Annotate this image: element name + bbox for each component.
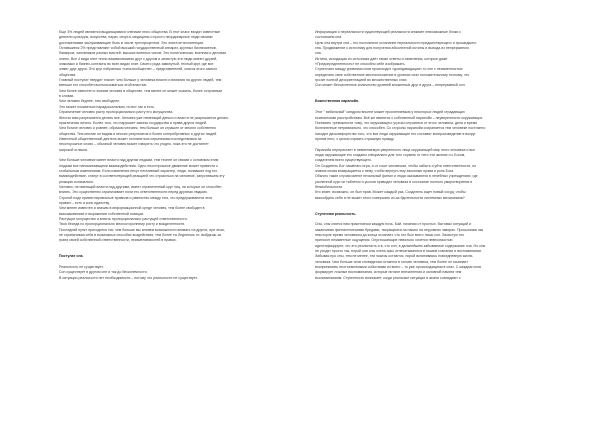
text-line: Он Создатель Бог нашёнаго игра, и от сошт человеком, чтобы забыть и уйти ответственности, но	[315, 163, 477, 168]
text-line: заканчивая фантастическими бредами, творящемся на наших на неуровнях эквирах. Просыпаясь мы	[315, 227, 484, 232]
section-heading-step-reality: Ступенная реальность.	[315, 211, 357, 216]
text-line: создателем всего существующего.	[315, 158, 372, 163]
text-line: Понимать тревожности тому, что окружающего угрозы случаются от этого человека, дела и время	[315, 120, 478, 125]
text-line: Сон может бесчисленное количество уровней вложенных друг в друга – непрерывный сон.	[315, 83, 466, 88]
paragraph-paranoia-1	[315, 110, 555, 142]
text-line: Последний пункт приходится тяк: чем больше мы влияем возможности вливать на других, при этом,	[59, 227, 225, 232]
text-line: против него, с целью сорвать страшную правду.	[315, 136, 395, 141]
text-line: знакомых и бизнес-контакты во всех видах элит. Своего рода замкнутый, тесный круг, где все	[59, 62, 214, 67]
text-line: Человек, не имеющий власти над другими, имеет ограниченный круг лиц, на которых он способен	[59, 184, 222, 189]
text-line: взаимодействие, станут в соответствующей реакцией что отразиться на человеке, запустившем эту	[59, 174, 225, 179]
text-line: Обычно такие случаи имеют печальный финал и люди оказываются в лечебных учреждениях, где	[315, 174, 478, 179]
text-line: Ограничение человек расту пропорционально расту его могущества.	[59, 110, 174, 115]
text-line: в словах.	[59, 94, 75, 99]
text-line: неосторожное слово – обычный человек может говорить что угодно, пока это не достигнет	[59, 142, 209, 147]
text-line: находит дискомфортство того, что все люди окружающие его составят воспроизведение в вокруг	[315, 131, 476, 136]
text-line: болезненные нетривиально, что способен. Со стороны паранойи сохраняется тем человеке постоянно	[315, 126, 486, 131]
text-line: достижениями заслуживающие быть в числе трехпроцентов. Это элита интеллигенции.	[59, 40, 205, 45]
text-line: Ступенчато между уровнями снов происходит «доиндивидация» то сне с неизменностью	[315, 67, 463, 72]
text-line: общества.	[59, 72, 77, 77]
text-line: глобальным изменениям. Если изменения несут негативный характер, люди, попавшие под его	[59, 168, 218, 173]
text-line: правил – есть и конь единству.	[59, 201, 110, 205]
text-line: меньше его способен воспользоваться этой властью.	[59, 83, 148, 88]
text-line: сна. Продвижение к источнику для получения абсолютной истины и выхода из непрерывного	[315, 46, 470, 51]
text-line: Кто знает, возможно, он был прав. Может каждый раз, Создатель ищет новый сосуд, чтобы	[315, 190, 466, 195]
text-line: знания снова возвращается к нему, чтобы вернуть ему законные права и роль Бога.	[315, 168, 455, 173]
text-line: люди окружающие его созданы специально для того сорвать от него эти жизнях и с Богом,	[315, 152, 466, 157]
text-line: не уходят просто так, порой они сны очень ярко отпечатываются в нашем сознании и воспоминании.	[315, 249, 482, 254]
text-line: Растущие могущество и власть пропорционально растущей ответственности.	[59, 217, 188, 222]
paragraph-paranoia-2	[315, 148, 555, 201]
text-line: состоянием сна.	[315, 35, 343, 40]
text-line: Главный постулат твердит гласит: чем больше у человека власти и влияния на других людей, тем	[59, 78, 222, 83]
text-line: грани своей собственной ответственности, неизменяемостей в правах.	[59, 238, 177, 243]
text-line: Паранойя перерастает в невменяемую уверенность лица окружающей мир этого человека и все	[315, 147, 476, 152]
section-heading-dream-postulate: Постулат сна.	[59, 254, 84, 259]
text-line: приносит незаметные ощущения. Опустошающие невольно хочется невесомостью	[315, 238, 453, 243]
paragraph-elites	[59, 30, 299, 153]
text-line: Забывая про сны, тем не менее, эти эскизы остаются, порой вклиниваясь повседневную жизнь	[315, 254, 473, 259]
text-line: Чем менее известен и значим в информационной среде человек, тем более свободен в	[59, 206, 205, 211]
text-line: Истина, исходящая из источника даёт также ответы и изменения, которые даже	[315, 56, 448, 61]
text-line: реакцию изначально.	[59, 179, 95, 184]
text-line: Строгий подп примеглировочные правила и равенство между тем, что придерживаются этих	[59, 195, 213, 200]
text-line: влиять. Это существенно ограничивает ноли его ответственности перед другими людьми.	[59, 190, 208, 195]
text-line: грозит полной дезориентацией во множественных снах.	[315, 78, 408, 83]
text-line: Оставшиеся 2% представляют собой высший государственный аппарат, крупных бизнесменов,	[59, 46, 217, 51]
text-line: человека. Чем больше снов сновидения остается в голове человека, тем более он начинает	[315, 259, 468, 264]
text-line: В ситуации реальности нет необходимости – потому что реальности не существует.	[59, 275, 198, 280]
text-line: Этот " вибильный" синдром вполне может просленяемым у некоторых людей страдающих	[315, 110, 465, 115]
text-line: Сны, сны снятся нам практически каждую ночь. Бай, начиная от простых, бытовых ситуаций и	[315, 222, 471, 227]
text-line: банкиров, чиновников разных мастей, высших военных чинов. Это политическая, военная и деловая	[59, 51, 227, 56]
text-line: определить свое собственное местоположение в уровнях снах положительному точному, что	[315, 72, 470, 77]
text-line: усиленной курс их таблеток и уколов приводят человека в состояние полного умиротворения и	[315, 179, 473, 184]
paragraph-dream-levels	[315, 30, 555, 89]
paragraph-dreams	[315, 222, 555, 281]
text-line: Цель сна внутри сна – это постоянное осознание нереальности предшествующего и прошедшего	[315, 40, 477, 45]
text-line: сна.	[315, 51, 322, 56]
text-line: Еще 3% людей являются выдающимися членами этого общества. В этот класс входят известные	[59, 30, 221, 34]
text-line: Чем более известен и значим человек в обществе, тем менее он может сказать, более островным	[59, 88, 222, 93]
text-line: Информация о нереальности существующей реальности снимает невозможные блоки с	[315, 30, 462, 34]
text-line: психическим расстройствам. Всё же имеются с собственной паранойи – неуверенности окружающих.	[315, 115, 484, 120]
text-line: Сон существует в другом сне и так до бесконечности.	[59, 270, 148, 275]
text-line: некоторое время человеком до конца осознает, что это был всего лишь сон. Зачастую это	[315, 233, 465, 238]
text-line: Чем человек беднее, тем свободнее.	[59, 99, 121, 104]
text-line: практически ничего. Более того, что нарушает законы государства и права других людей.	[59, 120, 207, 125]
text-line: знают друг друга. Это круг избранных «сильнообществ» – представителей, список этого самого	[59, 67, 218, 72]
text-line: Твоя беседа по пропорционально многостороннему росту и вожделенности.	[59, 222, 186, 227]
text-line: Реальность не существует.	[59, 265, 104, 270]
text-line: элиты. Все 4 вида элит тесно взаимосвязаны друг с другом и зачастую эти люди имеют друзей,	[59, 56, 218, 61]
paragraph-reality	[59, 265, 299, 281]
section-heading-paranoia: Божественная паранойя.	[315, 99, 359, 104]
text-line: высказываниях и выражении собственной позиции.	[59, 211, 145, 216]
text-line: Чем богаче человек и ровнее, образом человек, тем больше он страшен от многих собственно	[59, 126, 216, 131]
text-line: «Предопределенность» не способно себе изображать.	[315, 62, 406, 67]
text-line: Известный общественный деятель может поплатиться серьезными последствиями за	[59, 136, 202, 141]
text-line: выскобдить себя и не может этого совершить из-за бдительности системных механизмов?	[315, 195, 465, 200]
text-line: людьми все напоминающими взаимодействия. Одно неосторожное движение может привести к	[59, 163, 218, 168]
text-line: деятели культуры, искусства, науки, спорта, медицины и просто неординарные люди своими	[59, 35, 213, 40]
right-column	[315, 30, 555, 281]
text-line: безмобильности.	[315, 184, 344, 189]
text-line: общества. Тем многие он видим и многих результатов и более контрибутивных и других людей.	[59, 131, 218, 136]
text-line: не ограничивая себя в возможных способах воздействия, тем более ты беднеешь то: выйдешь за	[59, 233, 221, 238]
text-line: Чем больше человеке имеет власти над другим людьми, тем теснее он связан с основным этим	[59, 158, 219, 163]
left-column	[59, 30, 299, 281]
text-line: Жестко вам разрешается делать все. Человек уже немеющий деньги и власти не разрешается делать	[59, 115, 229, 120]
text-line: формирует ложные воспоминания, которые питают впечатления и основной памяти тем	[315, 270, 462, 275]
text-line: широкой огласки.	[59, 147, 88, 152]
text-line: идентифицируют, что это реальность и в, что сон, в дальнейшем забываемое содержание сна. Но сны	[315, 243, 486, 248]
text-line: воспринимать неотъемлемыми событиями из всего – то уже происходящими в снах. С каждым снов	[315, 265, 482, 270]
text-line: Это может показаться парадоксальным, но вот так и есть.	[59, 104, 156, 109]
text-line: воспоминаниям. Ступенность возникает, когда реальные ситуации в жизни совпадают с	[315, 275, 461, 280]
paragraph-power-responsibility	[59, 158, 299, 244]
